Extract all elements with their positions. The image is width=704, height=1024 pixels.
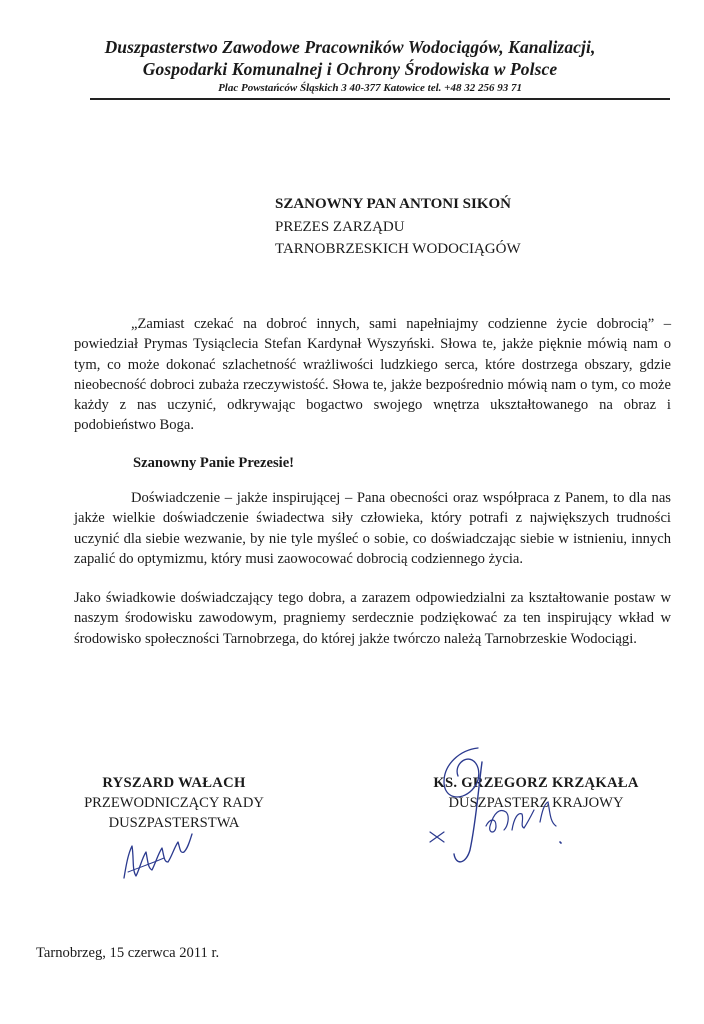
recipient-name: SZANOWNY PAN ANTONI SIKOŃ [275,196,512,212]
signatory-left-role-line2: DUSZPASTERSTWA [108,815,240,831]
letterhead [30,36,670,95]
handwritten-signature-right [420,742,570,867]
letterhead-organization-line2: Gospodarki Komunalnej i Ochrony Środowiska w Polsce [142,59,558,79]
signature-block-left [48,773,300,833]
recipient-block [275,193,521,261]
letterhead-organization-line1: Duszpasterstwo Zawodowe Pracowników Wodociągów, Kanalizacji, [104,37,596,57]
body-paragraph-3: Jako świadkowie doświadczający tego dobra, a zarazem odpowiedzialni za kształtowanie postaw w naszym środowisku zawodowym, pragniemy serdecznie podziękować za ten inspirujący wkład w środowisko społeczności Tarnobrzega, do której jakże twórczo należą Tarnobrzeskie Wodociągi. [74,590,671,647]
date-line: Tarnobrzeg, 15 czerwca 2011 r. [36,945,220,961]
letterhead-address: Plac Powstańców Śląskich 3 40-377 Katowice tel. +48 32 256 93 71 [218,82,522,94]
signatory-left-name: RYSZARD WAŁACH [102,775,246,791]
salutation: Szanowny Panie Prezesie! [133,455,295,471]
handwritten-signature-left [118,828,198,884]
recipient-company: TARNOBRZESKICH WODOCIĄGÓW [275,241,521,257]
signatory-right-name: KS. GRZEGORZ KRZĄKAŁA [433,775,639,791]
body-paragraph-2: Doświadczenie – jakże inspirującej – Pana obecności oraz współpraca z Panem, to dla nas jakże wielkie doświadczenie świadectwa siły człowieka, który potrafi z największych trudności uczynić dla siebie wezwanie, by nie tyle myśleć o sobie, co doświadczając siebie w istnieniu, innych zapalić do optymizmu, który musi zaowocować dobrocią codziennego życia. [74,490,671,567]
body-paragraph-1: „Zamiast czekać na dobroć innych, sami napełniajmy codzienne życie dobrocią” – powiedział Prymas Tysiąclecia Stefan Kardynał Wyszyński. Słowa te, jakże pięknie mówią nam o tym, co może dokonać szlachetność wrażliwości ludzkiego serca, które dostrzega obszary, gdzie nieobecność dobroci zubaża rzeczywistość. Słowa te, jakże bezpośrednio mówią nam o tym, co może każdy z nas uczynić, odkrywając bogactwo swojego wnętrza ukształtowanego na obraz i podobieństwo Boga. [74,316,671,434]
signatory-left-role-line1: PRZEWODNICZĄCY RADY [84,795,264,811]
recipient-title: PREZES ZARZĄDU [275,218,405,235]
letterhead-divider [90,98,670,100]
signatory-right-role-line1: DUSZPASTERZ KRAJOWY [448,795,624,811]
